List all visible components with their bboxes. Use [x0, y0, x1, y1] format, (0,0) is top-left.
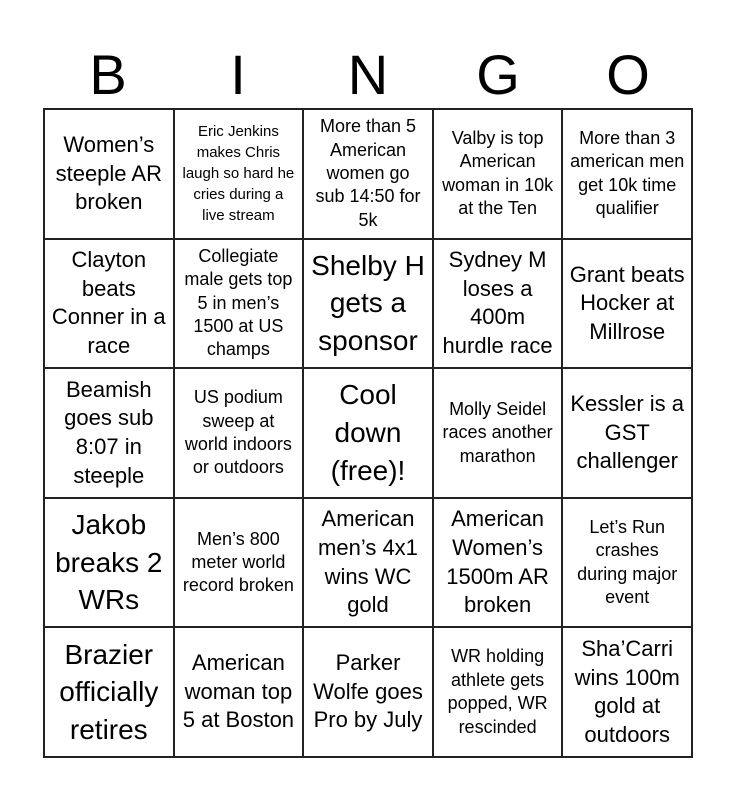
bingo-cell[interactable]	[174, 109, 304, 239]
cell-text: Sha’Carri wins 100m gold at outdoors	[574, 636, 680, 747]
bingo-cell[interactable]	[562, 627, 692, 757]
bingo-cell[interactable]	[303, 239, 433, 369]
cell-text: American men’s 4x1 wins WC gold	[318, 506, 418, 618]
bingo-cell[interactable]	[303, 109, 433, 239]
bingo-cell[interactable]	[562, 368, 692, 498]
cell-text: Jakob breaks 2 WRs	[55, 508, 163, 616]
bingo-cell[interactable]	[174, 239, 304, 369]
bingo-grid	[43, 108, 693, 758]
header-letter-g: G	[476, 43, 520, 106]
cell-text: Collegiate male gets top 5 in men’s 1500 at US champs	[184, 245, 293, 360]
bingo-header	[43, 42, 693, 108]
bingo-cell[interactable]	[303, 498, 433, 628]
bingo-cell[interactable]	[303, 627, 433, 757]
bingo-cell[interactable]	[174, 627, 304, 757]
bingo-cell[interactable]	[174, 498, 304, 628]
cell-text: Men’s 800 meter world record broken	[182, 528, 294, 596]
bingo-cell[interactable]	[44, 368, 174, 498]
bingo-cell[interactable]	[44, 627, 174, 757]
bingo-cell[interactable]	[562, 498, 692, 628]
cell-text: Beamish goes sub 8:07 in steeple	[64, 376, 154, 488]
cell-text: Grant beats Hocker at Millrose	[569, 261, 685, 344]
cell-text: Brazier officially retires	[59, 638, 159, 746]
bingo-cell[interactable]	[562, 109, 692, 239]
cell-text: Cool down (free)!	[330, 379, 406, 486]
bingo-cell[interactable]	[562, 239, 692, 369]
cell-text: Clayton beats Conner in a race	[51, 247, 166, 358]
cell-text: WR holding athlete gets popped, WR rescinded	[447, 646, 548, 737]
cell-text: Let’s Run crashes during major event	[577, 516, 678, 607]
header-letter-b: B	[89, 43, 127, 106]
cell-text: More than 3 american men get 10k time qualifier	[570, 128, 685, 219]
cell-text: Parker Wolfe goes Pro by July	[313, 650, 423, 733]
cell-text: More than 5 American women go sub 14:50 for 5k	[315, 116, 421, 230]
cell-text: Shelby H gets a sponsor	[311, 249, 425, 357]
header-letter-o: O	[606, 43, 650, 106]
cell-text: American Women’s 1500m AR broken	[446, 506, 549, 618]
bingo-cell[interactable]	[433, 498, 563, 628]
cell-text: Molly Seidel races another marathon	[442, 398, 553, 466]
bingo-cell[interactable]	[44, 109, 174, 239]
header-letter-n: N	[347, 43, 389, 106]
bingo-cell[interactable]	[44, 239, 174, 369]
cell-text: American woman top 5 at Boston	[182, 650, 295, 733]
cell-text: Valby is top American woman in 10k at the Ten	[442, 128, 554, 219]
cell-text: Sydney M loses a 400m hurdle race	[442, 247, 553, 358]
bingo-cell[interactable]	[433, 627, 563, 757]
cell-text: Eric Jenkins makes Chris laugh so hard he cries during a live stream	[182, 123, 295, 225]
cell-text: Kessler is a GST challenger	[570, 391, 685, 474]
bingo-cell[interactable]	[44, 498, 174, 628]
bingo-cell[interactable]	[174, 368, 304, 498]
header-letter-i: I	[230, 43, 246, 106]
bingo-cell[interactable]	[433, 109, 563, 239]
bingo-cell[interactable]	[433, 239, 563, 369]
cell-text: US podium sweep at world indoors or outdoors	[184, 387, 292, 478]
bingo-cell[interactable]	[433, 368, 563, 498]
free-space-cell[interactable]	[303, 368, 433, 498]
cell-text: Women’s steeple AR broken	[55, 131, 162, 215]
